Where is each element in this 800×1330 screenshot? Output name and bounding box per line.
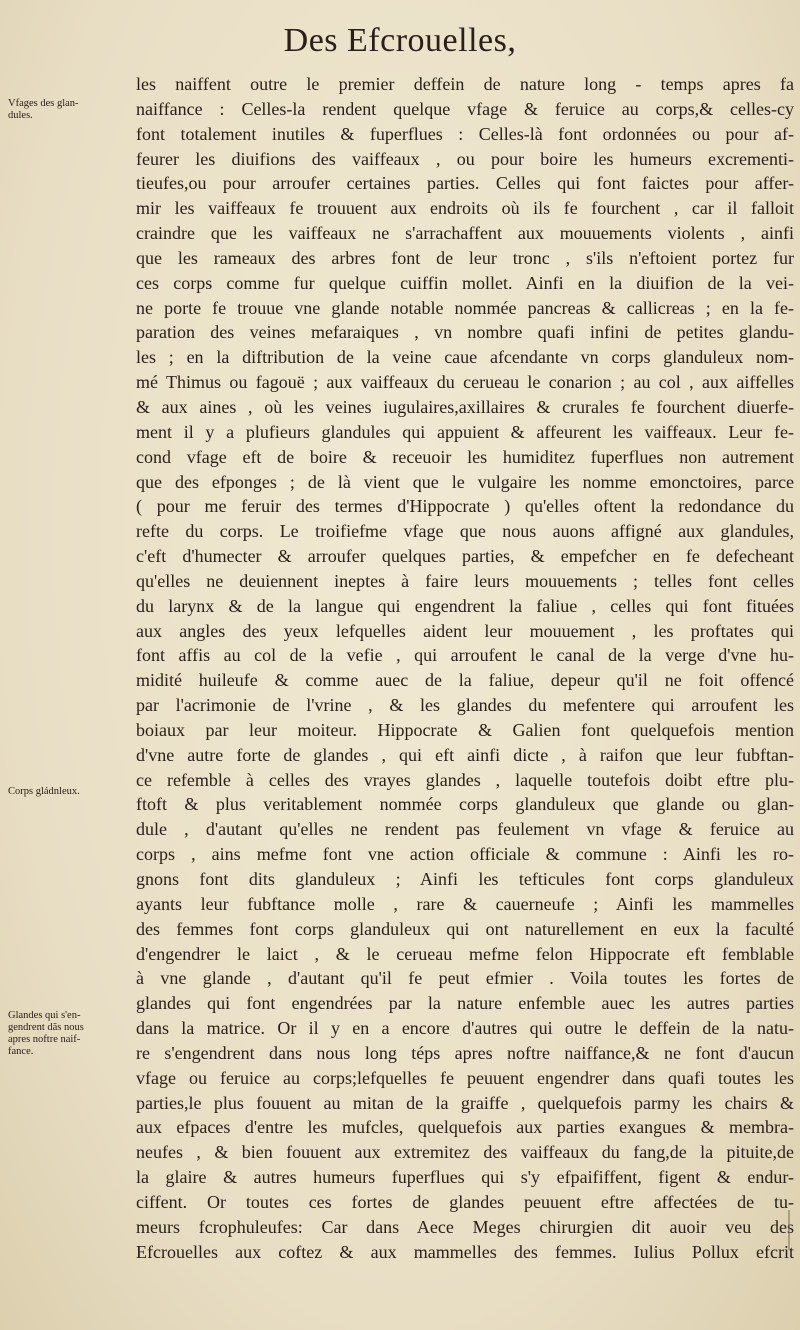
text-line: craindre que les vaiffeaux ne s'arrachaffent aux mouuements violents , ainfi [136,223,794,244]
text-line: cond vfage eft de boire & receuoir les humiditez fuperflues non autrement [136,446,794,467]
text-line: des femmes font corps glanduleux qui ont naturellement en eux la faculté [136,918,794,939]
text-line: ciffent. Or toutes ces fortes de glandes peuuent eftre affectées de tu- [136,1191,794,1212]
text-line: corps , ains mefme font vne action officiale & commune : Ainfi les ro- [136,844,794,865]
text-line: la glaire & autres humeurs fuperflues qui s'y efpaififfent, figent & endur- [136,1167,794,1188]
text-line: glandes qui font engendrées par la nature enfemble auec les autres parties [136,993,794,1014]
text-line: qu'elles ne deuiennent ineptes à faire leurs mouuements ; telles font celles [136,570,794,591]
text-line: font totalement inutiles & fuperflues : Celles-là font ordonnées ou pour af- [136,123,794,144]
margin-note-line: gendrent dãs nous [8,1022,84,1033]
margin-note-line: apres noftre naif- [8,1034,81,1045]
text-line: & aux aines , où les veines iugulaires,axillaires & crurales fe fourchent diuerfe- [136,396,794,417]
text-line: gnons font dits glanduleux ; Ainfi les tefticules font corps glanduleux [136,869,794,889]
text-line: que les rameaux des arbres font de leur tronc , s'ils n'eftoient portez fur [136,247,794,268]
text-line: les ; en la diftribution de la veine caue afcendante vn corps glanduleux nom- [136,347,794,368]
body-text [136,72,794,1265]
margin-note-glandes [8,1010,126,1058]
margin-note-line: fance. [8,1046,34,1057]
text-line: mir les vaiffeaux fe trouuent aux endroits où ils fe fourchent , car il falloit [136,198,794,219]
margin-note-line: Vfages des glan- [8,98,79,109]
text-line: tieufes,ou pour arroufer certaines parties. Celles qui font faictes pour affer- [136,173,794,194]
margin-note-vfages [8,98,126,122]
text-line: naiffance : Celles-la rendent quelque vfage & feruice au corps,& celles-cy [136,98,794,119]
text-line: ce refemble à celles des vrayes glandes , laquelle toutefois doibt eftre plu- [136,769,794,790]
text-line: aux angles des yeux lefquelles aident leur mouuement , les proftates qui [136,620,794,641]
text-line: d'engendrer le laict , & le cerueau mefme felon Hippocrate eft femblable [136,943,794,964]
text-line: par l'acrimonie de l'vrine , & les glandes du mefentere qui arroufent les [136,695,794,716]
text-line: midité huileufe & comme auec de la faliue, depeur qu'il ne foit offencé [136,670,794,691]
text-line: meurs fcrophuleufes: Car dans Aece Meges chirurgien dit auoir veu des [136,1216,794,1237]
text-line: aux efpaces d'entre les mufcles, quelquefois aux parties exangues & membra- [136,1117,794,1138]
text-line: ftoft & plus veritablement nommée corps glanduleux que glande ou glan- [136,794,794,815]
text-line: paration des veines mefaraiques , vn nombre quafi infini de petites glandu- [136,322,794,343]
margin-note-line: Corps gládnleux. [8,786,80,797]
text-line: feurer les diuifions des vaiffeaux , ou pour boire les humeurs excrementi- [136,148,794,169]
text-line: les naiffent outre le premier deffein de nature long - temps apres fa [136,74,794,94]
text-line: à vne glande , d'autant qu'il fe peut efmier . Voila toutes les fortes de [136,968,794,989]
text-line: d'vne autre forte de glandes , qui eft ainfi dicte , à raifon que leur fubftan- [136,744,794,765]
page-edge-shadow [788,1210,796,1250]
text-line: refte du corps. Le troifiefme vfage que nous auons affigné aux glandules, [136,521,794,542]
text-line: du larynx & de la langue qui engendrent la faliue , celles qui font fituées [136,595,794,616]
text-line: ces corps comme fur quelque cuiffin mollet. Ainfi en la diuifion de la vei- [136,272,794,293]
text-line: Efcrouelles aux coftez & aux mammelles des femmes. Iulius Pollux efcrit [136,1241,794,1262]
text-line: que des efponges ; de là vient que le vulgaire les nomme emonctoires, parce [136,471,794,492]
margin-note-line: dules. [8,110,33,121]
margin-note-line: Glandes qui s'en- [8,1010,81,1021]
text-line: parties,le plus fouuent au mitan de la graiffe , quelquefois parmy les chairs & [136,1092,794,1113]
text-line: boiaux par leur moiteur. Hippocrate & Galien font quelquefois mention [136,719,794,740]
text-line: neufes , & bien fouuent aux extremitez des vaiffeaux du fang,de la pituite,de [136,1142,794,1163]
text-line: re s'engendrent dans nous long téps apres noftre naiffance,& ne font d'aucun [136,1042,794,1063]
text-line: ne porte fe trouue vne glande notable nommée pancreas & callicreas ; en la fe- [136,297,794,318]
margin-note-corps [8,786,126,798]
text-line: vfage ou feruice au corps;lefquelles fe peuuent engendrer dans quafi toutes les [136,1067,794,1088]
text-line: ment il y a plufieurs glandules qui appuient & affeurent les vaiffeaux. Leur fe- [136,421,794,442]
text-line: dans la matrice. Or il y en a encore d'autres qui outre le deffein de la natu- [136,1018,794,1039]
text-line: font affis au col de la vefie , qui arroufent le canal de la verge d'vne hu- [136,645,794,666]
text-line: mé Thimus ou fagouë ; aux vaiffeaux du cerueau le conarion ; au col , aux aiffelles [136,372,794,393]
text-line: ( pour me feruir des termes d'Hippocrate ) qu'elles oftent la redondance du [136,496,794,517]
text-line: ayants leur fubftance molle , rare & cauerneufe ; Ainfi les mammelles [136,893,794,914]
running-head: Des Efcrouelles, [283,22,517,59]
text-line: dule , d'autant qu'elles ne rendent pas feulement vn vfage & feruice au [136,819,794,840]
text-line: c'eft d'humecter & arroufer quelques parties, & empefcher en fe defecheant [136,546,794,567]
